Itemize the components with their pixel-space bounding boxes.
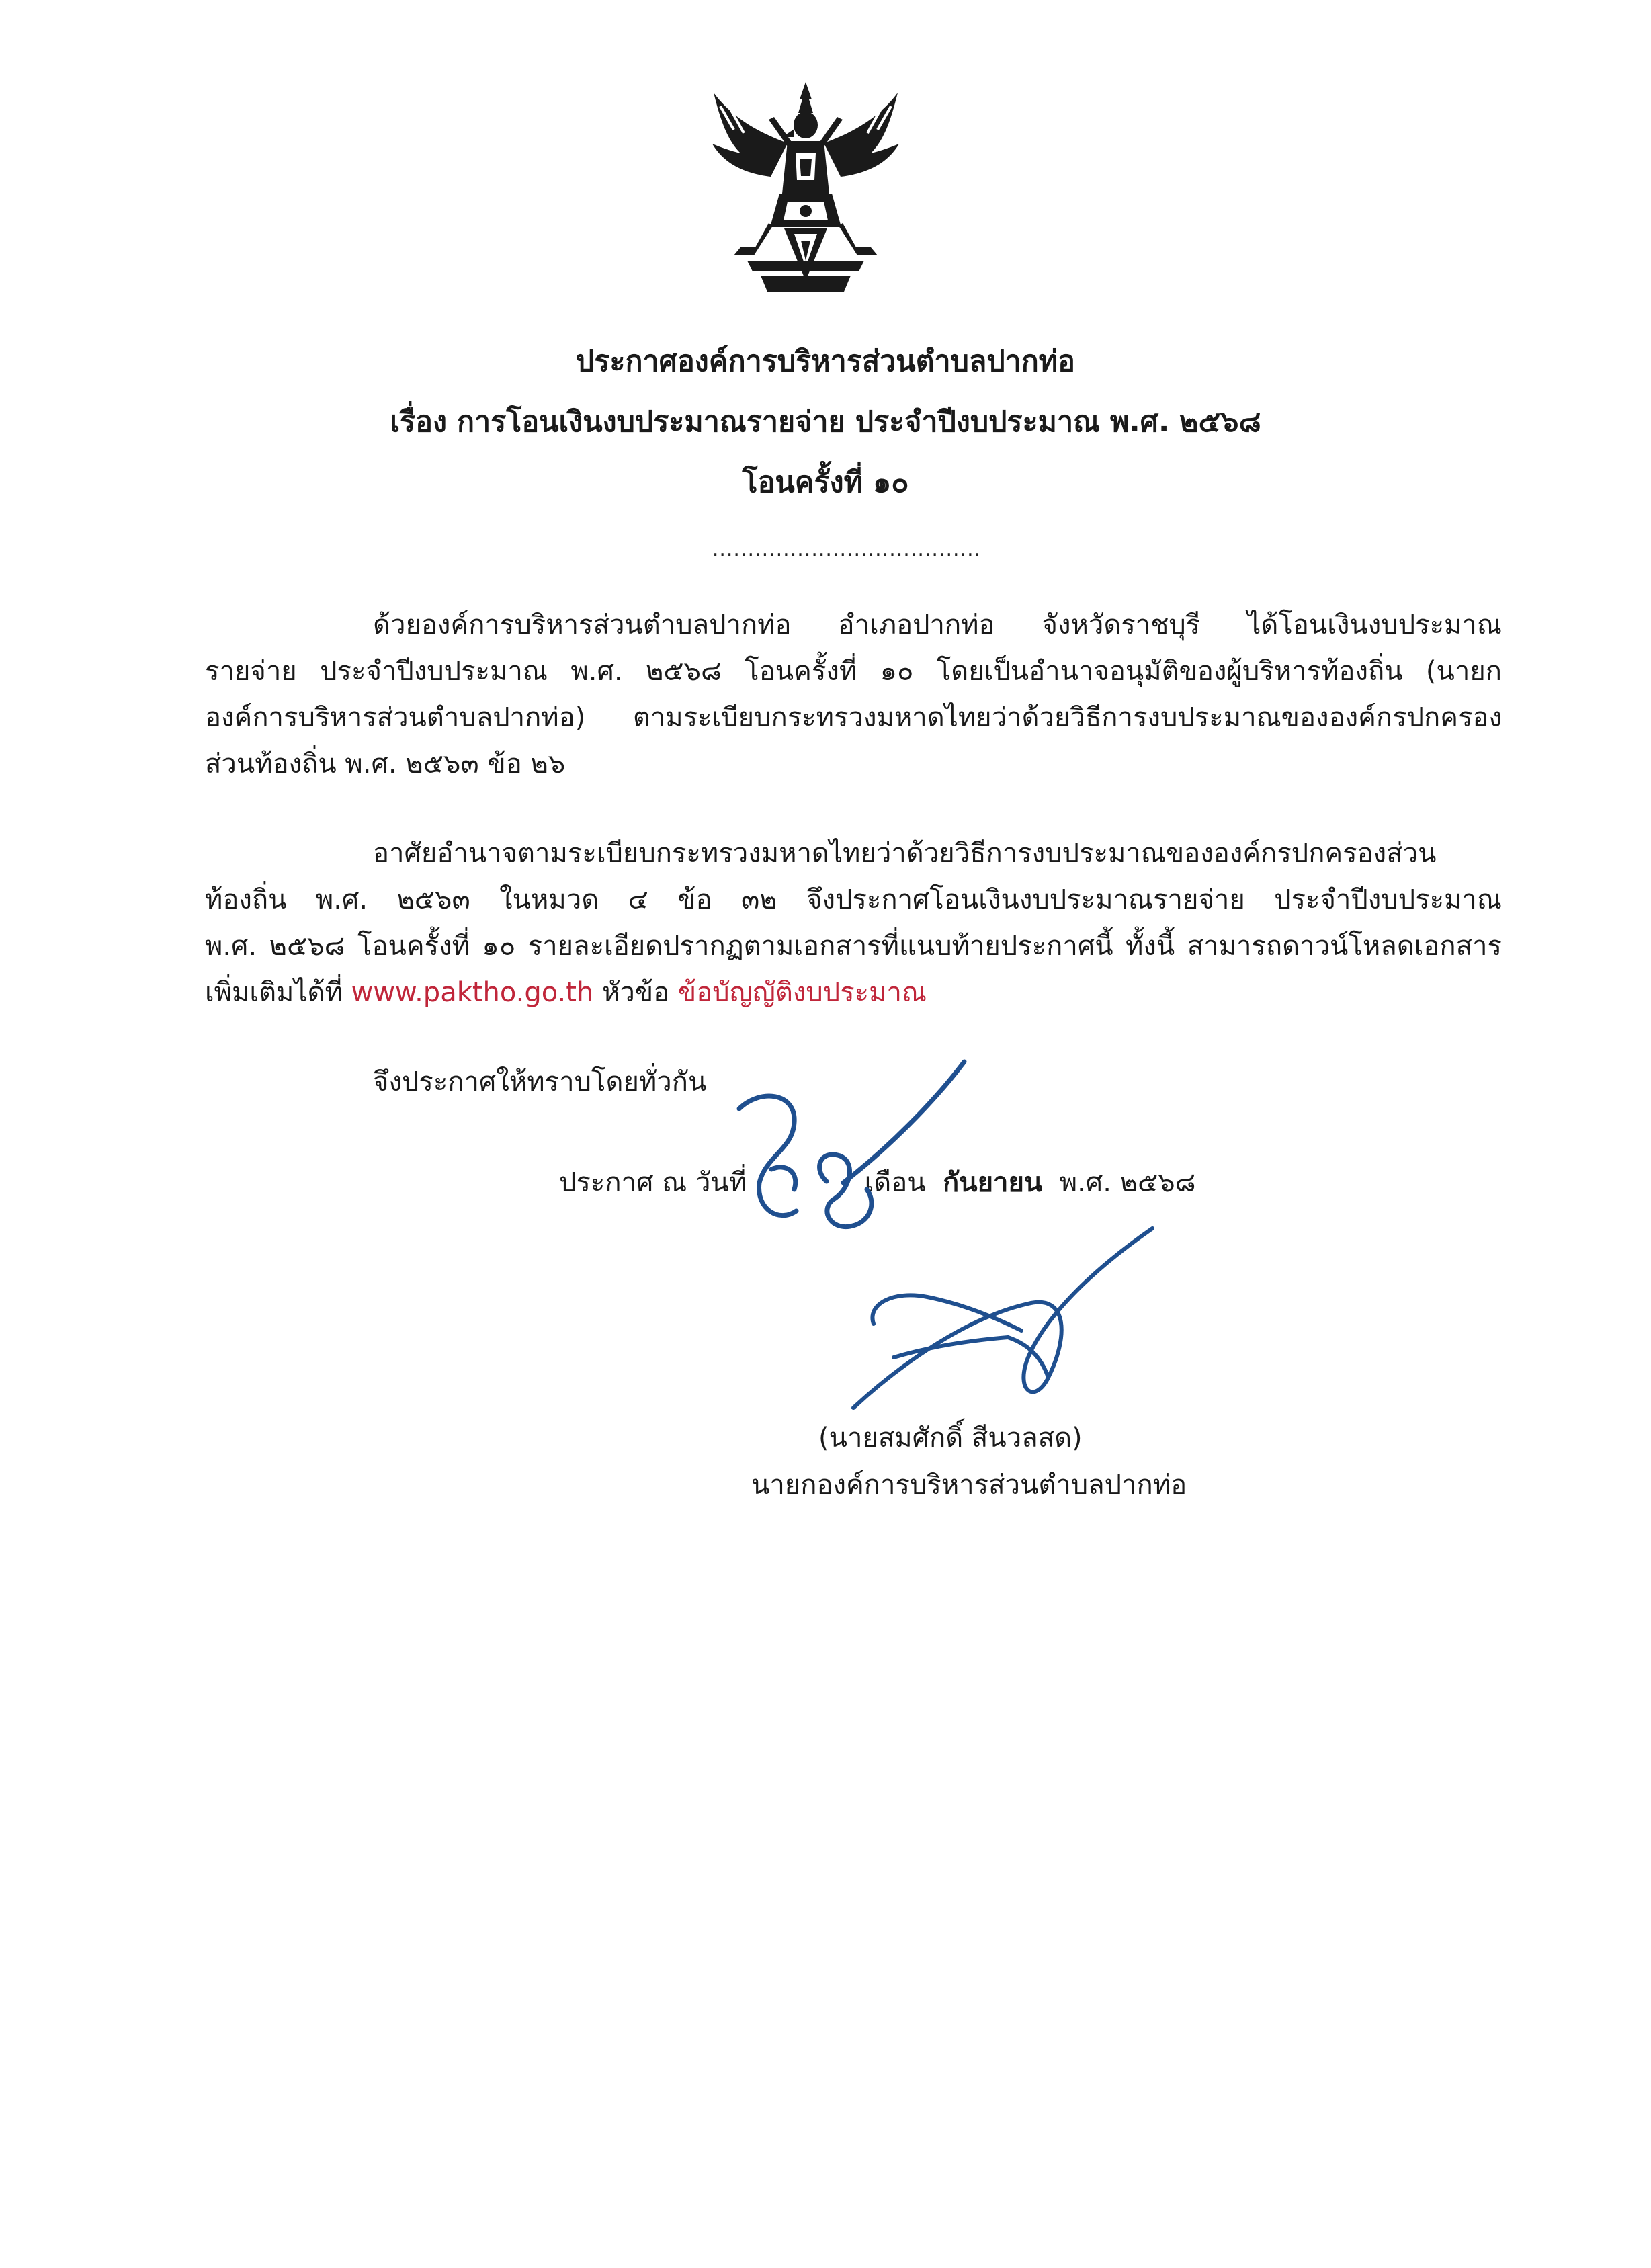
separator-dots: ......................................	[712, 538, 982, 561]
year-value: พ.ศ. ๒๕๖๘	[1059, 1167, 1196, 1198]
transfer-number: โอนครั้งที่ ๑๐	[742, 466, 909, 499]
date-prefix: ประกาศ ณ วันที่	[559, 1167, 747, 1198]
month-value: กันยายน	[943, 1167, 1043, 1198]
signatory-title: นายกองค์การบริหารส่วนตำบลปากท่อ	[751, 1470, 1187, 1501]
paragraph-line: อาศัยอำนาจตามระเบียบกระทรวงมหาดไทยว่าด้วยวิธีการงบประมาณขององค์กรปกครองส่วน	[373, 838, 1437, 869]
closing-statement: จึงประกาศให้ทราบโดยทั่วกัน	[373, 1066, 707, 1097]
paragraph-line: ด้วยองค์การบริหารส่วนตำบลปากท่อ อำเภอปากท่อ จังหวัดราชบุรี ได้โอนเงินงบประมาณ	[373, 610, 1502, 640]
handwritten-day-numerals	[732, 1055, 981, 1250]
paragraph-line: พ.ศ. ๒๕๖๘ โอนครั้งที่ ๑๐ รายละเอียดปรากฏตามเอกสารที่แนบท้ายประกาศนี้ ทั้งนี้ สามารถดาวน์โหลดเอกสาร	[205, 931, 1502, 962]
announcement-subject: เรื่อง การโอนเงินงบประมาณรายจ่าย ประจำปีงบประมาณ พ.ศ. ๒๕๖๘	[390, 405, 1261, 439]
garuda-emblem-icon	[707, 79, 904, 296]
signature-image	[847, 1223, 1169, 1418]
paragraph-line: ส่วนท้องถิ่น พ.ศ. ๒๕๖๓ ข้อ ๒๖	[205, 749, 566, 780]
paragraph-authority	[205, 831, 1502, 1016]
paragraph-line: องค์การบริหารส่วนตำบลปากท่อ) ตามระเบียบกระทรวงมหาดไทยว่าด้วยวิธีการงบประมาณขององค์กรปกครอง	[205, 702, 1502, 733]
signatory-name: (นายสมศักดิ์ สีนวลสด)	[818, 1423, 1083, 1454]
announcement-title: ประกาศองค์การบริหารส่วนตำบลปากท่อ	[576, 345, 1075, 378]
website-link[interactable]: www.paktho.go.th	[351, 977, 594, 1008]
paragraph-line: รายจ่าย ประจำปีงบประมาณ พ.ศ. ๒๕๖๘ โอนครั้งที่ ๑๐ โดยเป็นอำนาจอนุมัติของผู้บริหารท้องถิ่น (นายก	[205, 656, 1502, 687]
budget-ordinance-link[interactable]: ข้อบัญญัติงบประมาณ	[677, 977, 927, 1008]
topic-label: หัวข้อ	[593, 977, 678, 1008]
paragraph-intro	[205, 602, 1502, 788]
paragraph-line-links	[205, 970, 1502, 1016]
paragraph-line: ท้องถิ่น พ.ศ. ๒๕๖๓ ในหมวด ๔ ข้อ ๓๒ จึงประกาศโอนเงินงบประมาณรายจ่าย ประจำปีงบประมาณ	[205, 884, 1502, 915]
month-label: เดือน	[864, 1167, 926, 1198]
link-prefix: เพิ่มเติมได้ที่	[205, 977, 351, 1008]
